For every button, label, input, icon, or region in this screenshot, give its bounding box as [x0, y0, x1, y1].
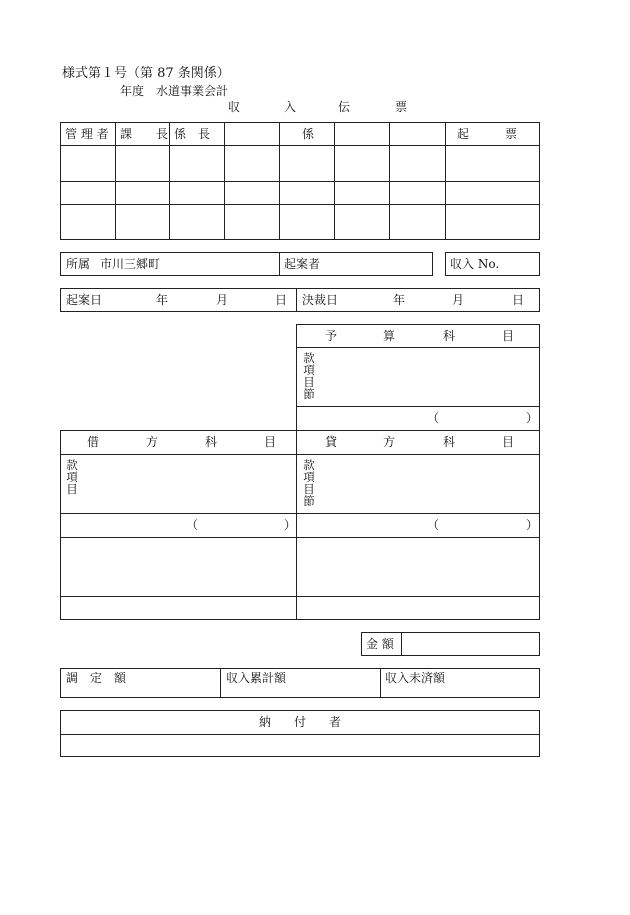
receipt-number-label: 収入 No. [450, 257, 500, 271]
dates-box [60, 288, 540, 312]
label-kou: 項 [303, 470, 315, 484]
label-moku: 目 [66, 482, 78, 496]
debit-vertical-labels [65, 459, 79, 495]
budget-header-char: 目 [502, 329, 515, 343]
budget-header-char: 算 [383, 329, 396, 343]
credit-header-char: 目 [502, 435, 515, 449]
approval-header-staff: 係 [302, 127, 315, 141]
credit-paren-open: （ [427, 518, 440, 532]
label-kou: 項 [303, 363, 315, 377]
draft-date-year: 年 [156, 293, 169, 307]
decision-date-day: 日 [512, 293, 525, 307]
payer-header-char: 納 [259, 715, 272, 729]
affiliation-label: 所属 [66, 257, 91, 271]
label-moku: 目 [303, 375, 315, 389]
totals-row [60, 668, 540, 698]
payer-header-char: 付 [294, 715, 307, 729]
credit-paren-close: ） [526, 518, 539, 532]
debit-header-char: 借 [87, 435, 100, 449]
label-kan: 款 [66, 458, 78, 472]
title-char: 収 [228, 100, 241, 114]
budget-header-char: 予 [325, 329, 338, 343]
label-setsu: 節 [303, 387, 315, 401]
approval-header-section-chief: 課 長 [120, 127, 169, 141]
credit-header-char: 科 [443, 435, 456, 449]
credit-header-char: 方 [383, 435, 396, 449]
label-moku: 目 [303, 482, 315, 496]
credit-header-char: 貸 [325, 435, 338, 449]
budget-header-char: 科 [443, 329, 456, 343]
cumulative-receipts-label: 収入累計額 [226, 671, 287, 685]
assessed-amount-label: 調 定 額 [66, 671, 127, 685]
debit-paren-close: ） [284, 518, 297, 532]
credit-vertical-labels [302, 459, 316, 507]
approval-header-subsection-chief: 係 長 [174, 127, 211, 141]
outstanding-receipts-label: 収入未済額 [385, 671, 446, 685]
draft-date-day: 日 [275, 293, 288, 307]
fiscal-year-line: 年度 水道事業会計 [120, 84, 229, 98]
title-char: 伝 [338, 100, 351, 114]
title-char: 票 [395, 100, 408, 114]
budget-vertical-labels [302, 352, 316, 400]
label-kan: 款 [303, 351, 315, 365]
label-kan: 款 [303, 458, 315, 472]
debit-header-char: 目 [264, 435, 277, 449]
form-number: 様式第１号（第 87 条関係） [62, 66, 230, 81]
label-setsu: 節 [303, 494, 315, 508]
debit-paren-open: （ [186, 518, 199, 532]
payer-header-char: 者 [329, 715, 342, 729]
title-char: 入 [284, 100, 297, 114]
draft-date-month: 月 [216, 293, 229, 307]
approval-header-drafter: 起 票 [457, 127, 518, 141]
budget-paren-close: ） [526, 411, 539, 425]
affiliation-value: 市川三郷町 [100, 257, 161, 271]
amount-label: 金 額 [366, 637, 394, 651]
budget-paren-open: （ [427, 411, 440, 425]
label-kou: 項 [66, 470, 78, 484]
document-title [0, 100, 630, 114]
decision-date-year: 年 [393, 293, 406, 307]
debit-header-char: 方 [146, 435, 159, 449]
decision-date-month: 月 [452, 293, 465, 307]
draft-date-label: 起案日 [66, 293, 103, 307]
approval-header-manager: 管 理 者 [65, 127, 109, 141]
drafter-label: 起案者 [284, 257, 321, 271]
debit-credit-table [60, 430, 540, 620]
decision-date-label: 決裁日 [302, 293, 339, 307]
debit-header-char: 科 [205, 435, 218, 449]
